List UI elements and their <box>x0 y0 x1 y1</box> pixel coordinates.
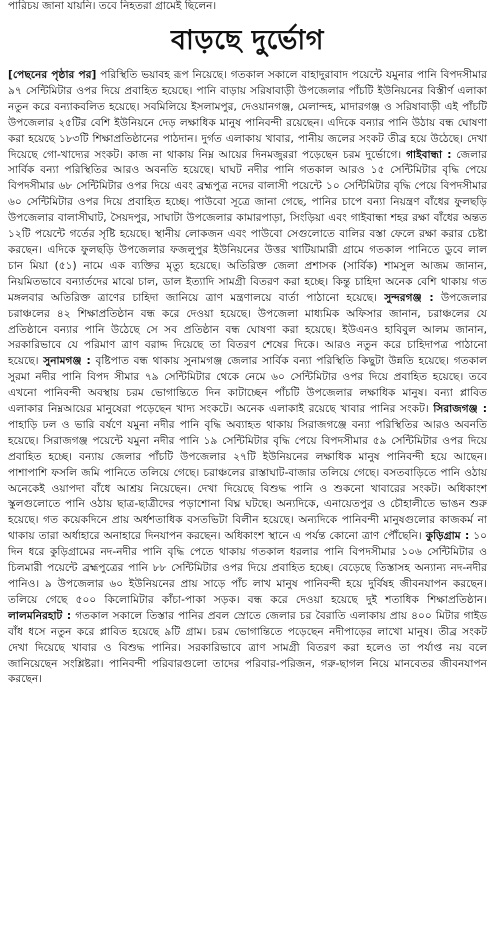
article-body <box>8 68 487 688</box>
dateline-sunderganj: সুন্দরগঞ্জ : <box>384 291 434 304</box>
paragraph-lalmonirhat: গতকাল সকালে তিস্তার পানির প্রবল স্রোতে জেলার চর বৈরাতি এলাকায় প্রায় ৪০০ মিটার গাইড বাঁধ ধসে নতুন করে প্লাবিত হয়েছে ৯টি গ্রাম। চরম ভোগান্তিতে পড়েছেন নদীপাড়ের লাখো মানুষ। তীব্র সংকট দেখা দিয়েছে খাবার ও বিশুদ্ধ পানির। সরকারিভাবে ত্রাণ সামগ্রী বিতরণ করা হলেও তা পর্যাপ্ত নয় বলে জানিয়েছেন সংশ্লিষ্টরা। পানিবন্দী পরিবারগুলো তাদের পরিবার-পরিজন, গরু-ছাগল নিয়ে মানবেতর জীবনযাপন করছেন। <box>8 609 488 686</box>
dateline-gaibandha: গাইবান্ধা : <box>406 148 452 161</box>
dateline-kurigram: কুড়িগ্রাম : <box>425 530 470 543</box>
paragraph-jamalpur: পরিস্থিতি ভয়াবহ রূপ নিয়েছে। গতকাল সকালে বাহাদুরাবাদ পয়েন্টে যমুনার পানি বিপদসীমার ৯৭ সেন্টিমিটার ওপর দিয়ে প্রবাহিত হয়েছে। পানি বাড়ায় সরিষাবাড়ী উপজেলার পাঁচটি ইউনিয়নের বিস্তীর্ণ এলাকা নতুন করে বন্যাকবলিত হয়েছে। সবমিলিয়ে ইসলামপুর, দেওয়ানগঞ্জ, মেলান্দহ, মাদারগঞ্জ ও সরিষাবাড়ী এই পাঁচটি উপজেলার ২৫টির বেশি ইউনিয়নে দেড় লক্ষাধিক মানুষ পানিবন্দী রয়েছেন। এদিকে বন্যার পানি উঠায় বন্ধ ঘোষণা করা হয়েছে ১৮৩টি শিক্ষাপ্রতিষ্ঠানের পাঠদান। দুর্গত এলাকায় খাবার, পানীয় জলের সংকট তীব্র হয়ে উঠেছে। দেখা দিয়েছে গো-খাদ্যের সংকট। কাজ না থাকায় নিম্ন আয়ের দিনমজুররা পড়েছেন চরম দুর্ভোগে। <box>8 69 487 161</box>
continuation-tag: [পেছনের পৃষ্ঠার পর] <box>8 69 97 81</box>
paragraph-gaibandha: জেলার সার্বিক বন্যা পরিস্থিতির আরও অবনতি হয়েছে। ঘাঘট নদীর পানি গতকাল আরও ১৫ সেন্টিমিটার বৃদ্ধি পেয়ে বিপদসীমার ৬৮ সেন্টিমিটার ওপর দিয়ে এবং ব্রহ্মপুত্র নদের বালাসী পয়েন্টে ১০ সেন্টিমিটার বৃদ্ধি পেয়ে বিপদসীমার ৬০ সেন্টিমিটার ওপর দিয়ে প্রবাহিত হচ্ছে। পাউবো সূত্রে জানা গেছে, পানির চাপে বন্যা নিয়ন্ত্রণ বাঁধের ফুলছড়ি উপজেলার বালাসীঘাট, সৈয়দপুর, সাঘাটা উপজেলার কামারপাড়া, সিংড়িয়া এবং গাইবান্ধা শহর রক্ষা বাঁধের অন্তত ১২টি পয়েন্টে গর্তের সৃষ্টি হয়েছে। স্থানীয় লোকজন এবং পাউবো সেগুলোতে বালির বস্তা ফেলে রক্ষা করার চেষ্টা করছেন। এদিকে ফুলছড়ি উপজেলার ফজলুপুর ইউনিয়নের উত্তর খাটিয়ামারী গ্রামে গতকাল পানিতে ডুবে লাল চান মিয়া (৫১) নামে এক ব্যক্তির মৃত্যু হয়েছে। অতিরিক্ত জেলা প্রশাসক (সার্বিক) শামসুল আজম জানান, নিয়মিতভাবে বন্যার্তদের মাঝে চাল, ডাল ইত্যাদি সামগ্রী বিতরণ করা হচ্ছে। কিন্তু চাহিদা অনেক বেশি থাকায় গত মঙ্গলবার অতিরিক্ত ত্রাণের চাহিদা জানিয়ে ত্রাণ মন্ত্রণালয়ে বার্তা পাঠানো হয়েছে। <box>8 148 487 304</box>
dateline-lalmonirhat: লালমনিরহাট : <box>8 609 72 622</box>
paragraph-sunderganj: উপজেলার চরাঞ্চলের ৪২ শিক্ষাপ্রতিষ্ঠান বন্ধ করে দেওয়া হয়েছে। উপজেলা মাধ্যমিক অফিসার জানান, চরাঞ্চলের যে প্রতিষ্ঠানে বন্যার পানি উঠেছে সে সব প্রতিষ্ঠান বন্ধ ঘোষণা করা হয়েছে। ইউএনও হাবিবুল আলম জানান, সরকারিভাবে যে পরিমাণ ত্রাণ বরাদ্দ দিয়েছে তা বিতরণ শেষের দিকে। আরও নতুন করে চাহিদাপত্র পাঠানো হয়েছে। <box>8 291 487 368</box>
article-headline: বাড়ছে দুর্ভোগ <box>171 25 324 56</box>
dateline-sunamganj: সুনামগঞ্জ : <box>43 355 91 368</box>
previous-article-fragment: পারিচয় জানা যায়নি। তবে নিহতরা গ্রামেই ছিলেন। <box>8 0 217 12</box>
dateline-sirajganj: সিরাজগঞ্জ : <box>433 403 487 416</box>
paragraph-kurigram: ১০ দিন ধরে কুড়িগ্রামের নদ-নদীর পানি বৃদ্ধি পেতে থাকায় গতকাল ধরলার পানি বিপদসীমার ১০৬ সেন্টিমিটার ও চিলমারী পয়েন্টে ব্রহ্মপুত্রের পানি ৮৮ সেন্টিমিটার ওপর দিয়ে প্রবাহিত হচ্ছে। বেড়েছে তিস্তাসহ অন্যান্য নদ-নদীর পানিও। ৯ উপজেলার ৬০ ইউনিয়নের প্রায় সাড়ে পাঁচ লাখ মানুষ পানিবন্দী হয়ে দুর্বিষহ জীবনযাপন করছেন। তলিয়ে গেছে ৫০০ কিলোমিটার কাঁচা-পাকা সড়ক। বন্ধ করে দেওয়া হয়েছে দুই শতাধিক শিক্ষাপ্রতিষ্ঠান। <box>8 530 488 606</box>
paragraph-sirajganj: পাহাড়ি ঢল ও ভারি বর্ষণে যমুনা নদীর পানি বৃদ্ধি অব্যাহত থাকায় সিরাজগঞ্জে বন্যা পরিস্থিতির আরও অবনতি হয়েছে। সিরাজগঞ্জ পয়েন্টে যমুনা নদীর পানি ১৯ সেন্টিমিটার বৃদ্ধি পেয়ে বিপদসীমার ৫৯ সেন্টিমিটার ওপর দিয়ে প্রবাহিত হচ্ছে। বন্যায় জেলার পাঁচটি উপজেলার ২৭টি ইউনিয়নের লক্ষাধিক মানুষ পানিবন্দী হয়ে আছেন। পাশাপাশি ফসলি জমি পানিতে তলিয়ে গেছে। চরাঞ্চলের রাস্তাঘাট-বাজার তলিয়ে গেছে। বসতবাড়িতে পানি ওঠায় অনেকেই ওয়াপদা বাঁধে আশ্রয় নিয়েছেন। দেখা দিয়েছে বিশুদ্ধ পানি ও শুকনো খাবারের সংকট। অধিকাংশ স্কুলগুলোতে পানি ওঠায় ছাত্র-ছাত্রীদের পড়াশোনা বিঘ্ন ঘটছে। অন্যদিকে, এনায়েতপুর ও চৌহালীতে ভাঙন শুরু হয়েছে। গত কয়েকদিনে প্রায় অর্ধশতাধিক বসতভিটা বিলীন হয়েছে। অন্যদিকে পানিবন্দী মানুষগুলোর কাজকর্ম না থাকায় তারা অর্ধাহারে অনাহারে দিনযাপন করছেন। অধিকাংশ স্থানে এ পর্যন্ত কোনো ত্রাণ পৌঁছেনি। <box>8 418 487 543</box>
paragraph-sunamganj: বৃষ্টিপাত বন্ধ থাকায় সুনামগঞ্জ জেলার সার্বিক বন্যা পরিস্থিতি কিছুটা উন্নতি হয়েছে। গতকাল সুরমা নদীর পানি বিপদ সীমার ৭৯ সেন্টিমিটার থেকে নেমে ৬০ সেন্টিমিটার ওপর দিয়ে প্রবাহিত হয়েছে। তবে এখনো পানিবন্দী অবস্থায় চরম ভোগান্তিতে দিন কাটাচ্ছেন পাঁচটি উপজেলার লক্ষাধিক মানুষ। বন্যা প্লাবিত এলাকার নিম্নআয়ের মানুষেরা পড়েছেন খাদ্য সংকটে। অনেক এলাকাই রয়েছে খাবার পানির সংকট। <box>8 355 487 416</box>
